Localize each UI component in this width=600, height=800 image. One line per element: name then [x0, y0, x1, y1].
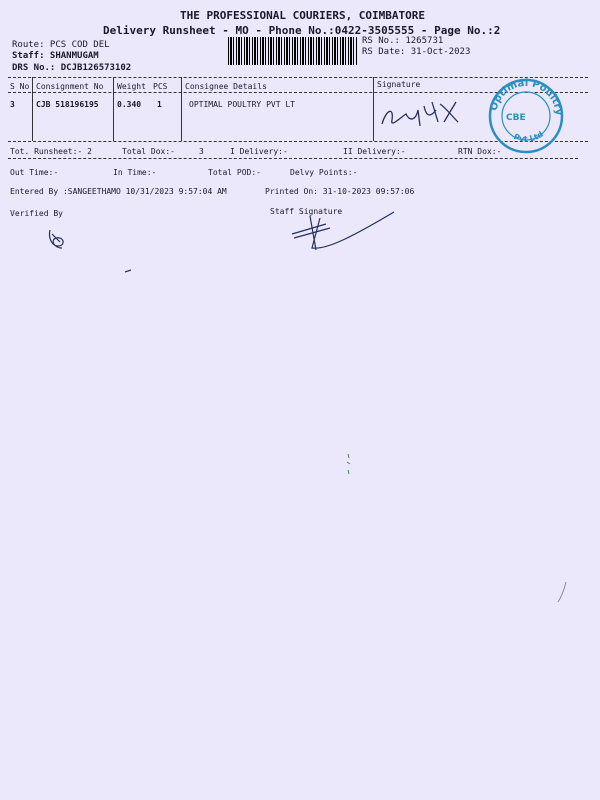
verified-by: Verified By	[10, 209, 63, 218]
i-delivery: I Delivery:-	[230, 147, 288, 156]
total-dox-label: Total Dox:-	[122, 147, 175, 156]
header-consignee: Consignee Details	[185, 82, 267, 91]
delvy-points: Delvy Points:-	[290, 168, 358, 177]
printed-on: Printed On: 31-10-2023 09:57:06	[265, 187, 415, 196]
runsheet-subtitle: Delivery Runsheet - MO - Phone No.:0422-3505555 - Page No.:2	[103, 24, 501, 37]
rs-number: RS No.: 1265731	[362, 36, 444, 46]
in-time: In Time:-	[113, 168, 157, 177]
out-time: Out Time:-	[10, 168, 59, 177]
stray-mark	[124, 268, 134, 274]
stray-mark	[344, 452, 354, 478]
company-title: THE PROFESSIONAL COURIERS, COIMBATORE	[180, 9, 426, 22]
svg-text:Optimal Poultry	[488, 78, 564, 117]
svg-text:Pvt Ltd	[512, 129, 545, 143]
header-signature: Signature	[377, 80, 421, 89]
header-pcs: PCS	[153, 82, 168, 91]
cell-consignment: CJB 518196195	[36, 100, 99, 109]
stamp-side-text: CBE	[506, 113, 526, 123]
staff-signature-label: Staff Signature	[270, 207, 343, 216]
total-dox-value: 3	[199, 147, 204, 156]
header-consignment: Consignment No	[36, 82, 104, 91]
verifier-initials	[44, 226, 70, 252]
col-divider	[113, 77, 114, 141]
cell-pcs: 1	[157, 100, 162, 109]
route-label: Route: PCS COD DEL	[12, 40, 110, 50]
total-pod: Total POD:-	[208, 168, 261, 177]
company-stamp	[486, 76, 566, 156]
col-divider	[32, 77, 33, 141]
entered-by: Entered By :SANGEETHAMO 10/31/2023 9:57:04 AM	[10, 187, 227, 196]
drs-number: DRS No.: DCJB126573102	[12, 63, 132, 73]
tot-runsheet: Tot. Runsheet:- 2	[10, 147, 92, 156]
ii-delivery: II Delivery:-	[343, 147, 406, 156]
rs-date: RS Date: 31-Oct-2023	[362, 47, 471, 57]
summary-rule	[8, 158, 578, 159]
stamp-bottom-text: Pvt Ltd	[512, 129, 545, 144]
recipient-signature	[376, 92, 466, 136]
stray-mark	[556, 580, 570, 604]
col-divider	[373, 77, 374, 141]
rtn-dox: RTN Dox:-	[458, 147, 502, 156]
header-weight: Weight	[117, 82, 146, 91]
cell-weight: 0.340	[117, 100, 142, 109]
header-sno: S No	[10, 82, 30, 91]
stamp-top-text: Optimal Poultry	[488, 77, 565, 117]
staff-signature	[290, 210, 400, 256]
col-divider	[181, 77, 182, 141]
barcode	[228, 37, 358, 65]
cell-sno: 3	[10, 100, 15, 109]
staff-label: Staff: SHANMUGAM	[12, 51, 99, 61]
cell-consignee: OPTIMAL POULTRY PVT LT	[189, 100, 295, 109]
